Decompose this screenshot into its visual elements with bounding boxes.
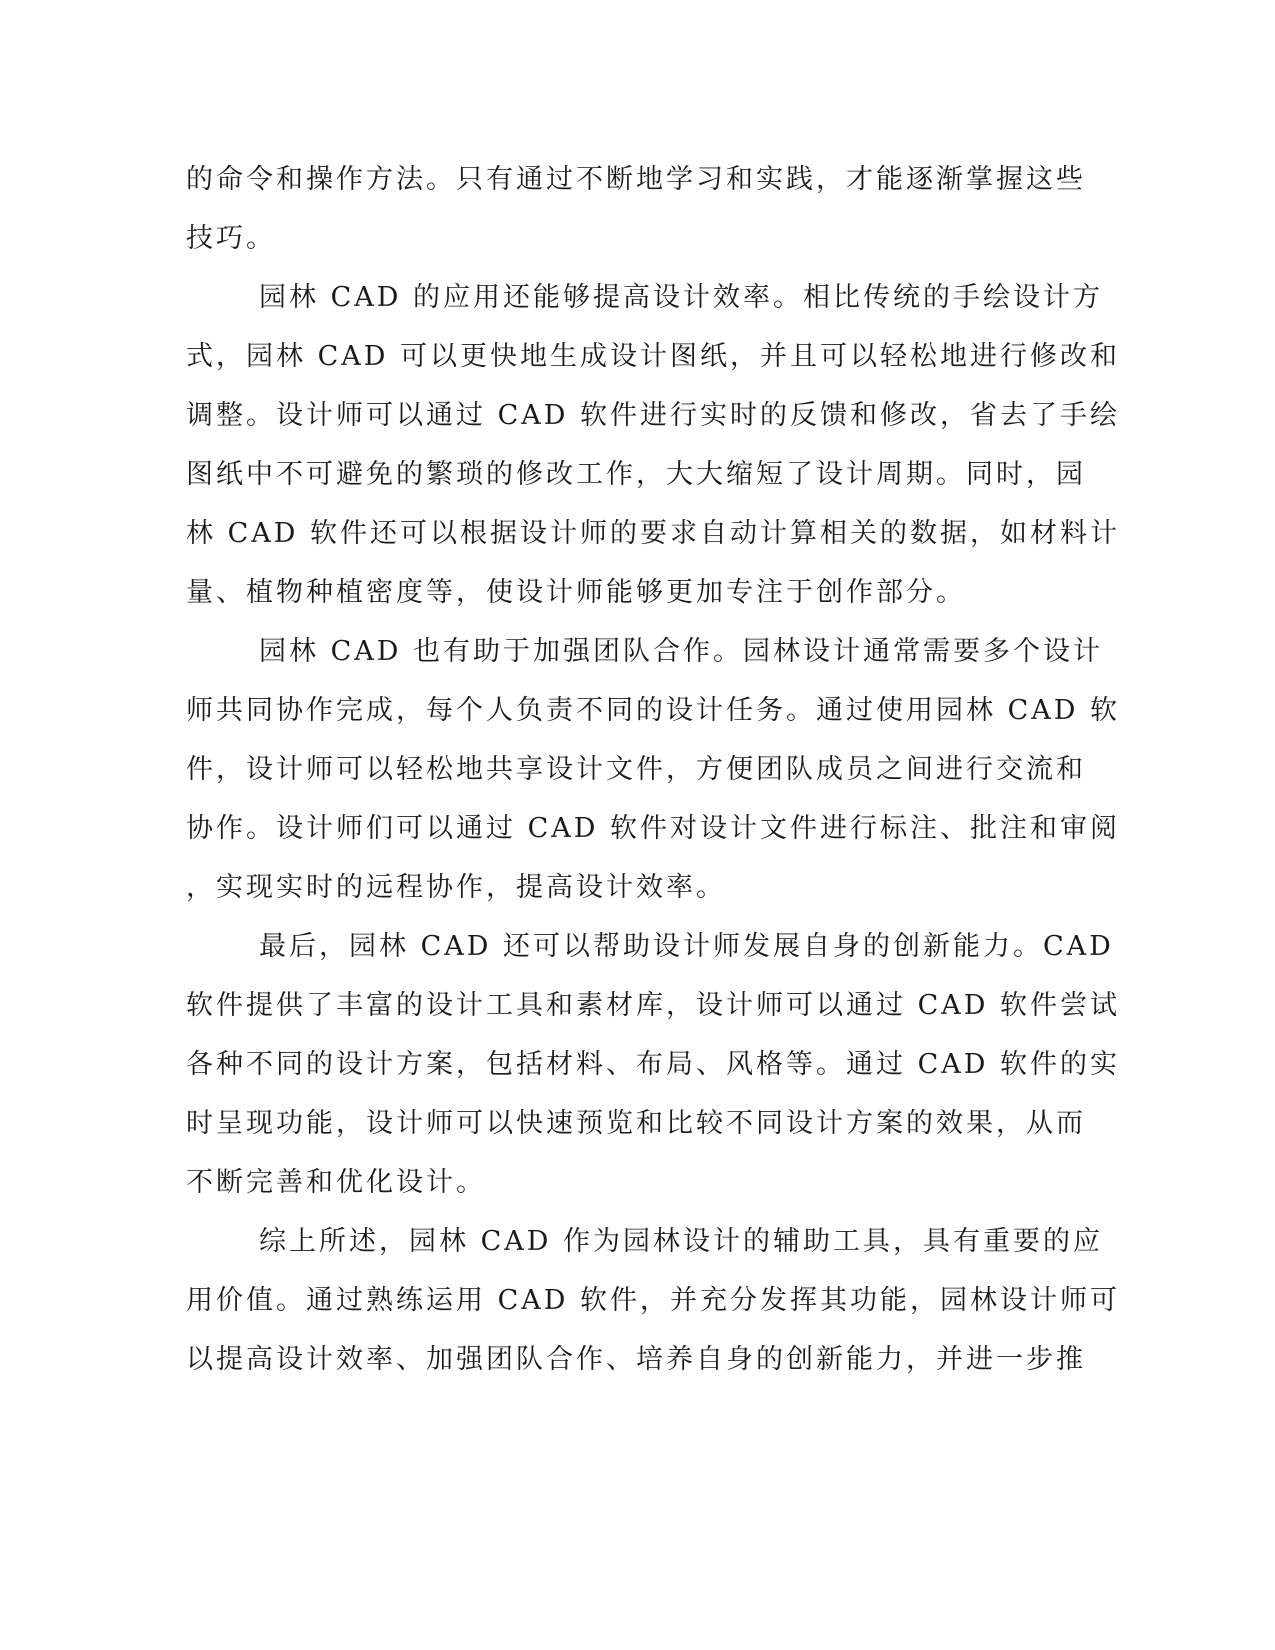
paragraph-first-line: 最后，园林 CAD 还可以帮助设计师发展自身的创新能力。CAD [259, 931, 1114, 962]
text-line: 协作。设计师们可以通过 CAD 软件对设计文件进行标注、批注和审阅 [186, 813, 1120, 844]
text-line: 图纸中不可避免的繁琐的修改工作，大大缩短了设计周期。同时，园 [186, 459, 1086, 490]
text-line: 师共同协作完成，每个人负责不同的设计任务。通过使用园林 CAD 软 [186, 695, 1120, 726]
paragraph-first-line: 园林 CAD 也有助于加强团队合作。园林设计通常需要多个设计 [259, 636, 1103, 667]
text-line: 软件提供了丰富的设计工具和素材库，设计师可以通过 CAD 软件尝试 [186, 990, 1120, 1021]
text-line: 技巧。 [186, 223, 276, 254]
paragraph-first-line: 综上所述，园林 CAD 作为园林设计的辅助工具，具有重要的应 [259, 1226, 1103, 1257]
text-line: 用价值。通过熟练运用 CAD 软件，并充分发挥其功能，园林设计师可 [186, 1285, 1120, 1316]
paragraph-first-line: 园林 CAD 的应用还能够提高设计效率。相比传统的手绘设计方 [259, 282, 1103, 313]
text-line: 的命令和操作方法。只有通过不断地学习和实践，才能逐渐掌握这些 [186, 164, 1086, 195]
text-line: 调整。设计师可以通过 CAD 软件进行实时的反馈和修改，省去了手绘 [186, 400, 1120, 431]
text-line: 不断完善和优化设计。 [186, 1167, 486, 1198]
text-line: ，实现实时的远程协作，提高设计效率。 [186, 872, 726, 903]
text-line: 式，园林 CAD 可以更快地生成设计图纸，并且可以轻松地进行修改和 [186, 341, 1120, 372]
text-line: 以提高设计效率、加强团队合作、培养自身的创新能力，并进一步推 [186, 1344, 1086, 1375]
text-line: 各种不同的设计方案，包括材料、布局、风格等。通过 CAD 软件的实 [186, 1049, 1120, 1080]
text-line: 时呈现功能，设计师可以快速预览和比较不同设计方案的效果，从而 [186, 1108, 1086, 1139]
text-line: 件，设计师可以轻松地共享设计文件，方便团队成员之间进行交流和 [186, 754, 1086, 785]
text-line: 量、植物种植密度等，使设计师能够更加专注于创作部分。 [186, 577, 966, 608]
text-line: 林 CAD 软件还可以根据设计师的要求自动计算相关的数据，如材料计 [186, 518, 1120, 549]
